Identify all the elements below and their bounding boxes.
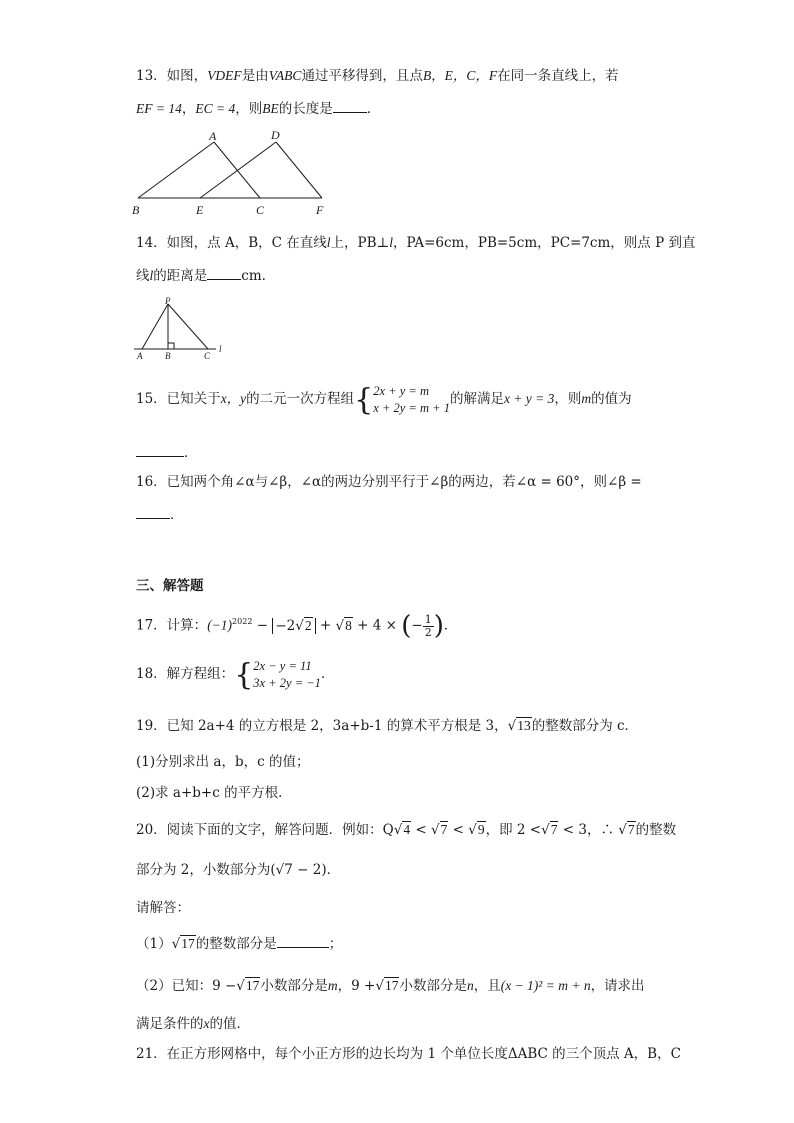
triangle-def: VDEF xyxy=(207,68,242,83)
label-a: A xyxy=(209,129,217,143)
segment-ab xyxy=(138,142,214,198)
q14-line2: 线l的距离是 cm. xyxy=(136,265,266,286)
equation-system: { 2x + y = m x + 2y = m + 1 xyxy=(354,382,450,417)
answer-blank xyxy=(207,265,241,280)
segment-ed xyxy=(200,142,276,198)
answer-blank xyxy=(136,504,170,519)
q16-line2: ． xyxy=(136,504,184,525)
segment-df xyxy=(276,142,322,198)
q20-line1: 20．阅读下面的文字，解答问题．例如：Q√4 < √7 < √9，即 2 <√7 < 3，∴ √7的整数 xyxy=(136,822,677,838)
absolute-value: −2√2 xyxy=(272,618,315,634)
label-e: E xyxy=(196,203,204,217)
q19-part2: (2)求 a+b+c 的平方根． xyxy=(136,785,292,801)
q19-line: 19．已知 2a+4 的立方根是 2，3a+b-1 的算术平方根是 3，√13的整数部分为 c． xyxy=(136,718,639,734)
label-a: A xyxy=(137,351,143,361)
segment-pa xyxy=(142,304,168,349)
q21-line: 21．在正方形网格中，每个小正方形的边长均为 1 个单位长度ΔABC 的三个顶点 A，B，C xyxy=(136,1046,681,1062)
q20-part2-line2: 满足条件的x的值． xyxy=(136,1016,250,1032)
section-heading: 三、解答题 xyxy=(136,578,204,594)
q20-ask: 请解答： xyxy=(136,900,190,916)
label-d: D xyxy=(271,128,280,142)
segment-ac xyxy=(214,142,260,198)
label-b: B xyxy=(132,203,140,217)
answer-blank xyxy=(277,933,329,948)
label-p: P xyxy=(165,296,171,306)
q14-perpendicular-figure xyxy=(130,296,230,362)
q20-part2-line1: （2）已知：9 −√17小数部分是m，9 +√17小数部分是n，且(x − 1)² = m + n，请求出 xyxy=(136,978,645,994)
label-f: F xyxy=(316,203,324,217)
q20-line2: 部分为 2，小数部分为(√7 − 2)． xyxy=(136,862,341,878)
q20-part1: （1）√17的整数部分是 ； xyxy=(136,933,342,954)
q18-line: 18．解方程组：{ 2x − y = 11 3x + 2y = −1 ． xyxy=(136,654,334,695)
q13-line1: 13．如图，VDEF是由VABC通过平移得到，且点B，E，C，F在同一条直线上，若 xyxy=(136,68,619,84)
answer-blank xyxy=(136,442,184,457)
triangle-abc: VABC xyxy=(268,68,302,83)
answer-blank xyxy=(333,98,367,113)
q15-line2: ． xyxy=(136,442,198,463)
q19-part1: (1)分别求出 a，b，c 的值； xyxy=(136,754,310,770)
q15-line1: 15．已知关于x，y的二元一次方程组{ 2x + y = m x + 2y = m + 1 的解满足x + y = 3，则m的值为 xyxy=(136,379,632,420)
right-angle-mark xyxy=(168,343,174,349)
label-c: C xyxy=(204,351,211,361)
equation-system: { 2x − y = 11 3x + 2y = −1 xyxy=(234,657,321,692)
q13-triangle-figure xyxy=(128,126,338,220)
label-b: B xyxy=(165,351,171,361)
q14-line1: 14．如图，点 A，B，C 在直线l上，PB⊥l，PA=6cm，PB=5cm，PC=7cm，则点 P 到直 xyxy=(136,235,696,251)
q16-line1: 16．已知两个角∠α与∠β，∠α的两边分别平行于∠β的两边，若∠α = 60°，则∠β = xyxy=(136,474,642,490)
q17-line: 17．计算：$(-1)^{2022} - -2√2 + √8 + 4$ × (− $\frac{1}{2}$)． xyxy=(136,611,458,641)
fraction-one-half: $\frac{1}{2}$ xyxy=(424,612,432,639)
label-l: l xyxy=(219,344,222,354)
q13-line2: EF = 14，EC = 4，则BE的长度是 ． xyxy=(136,98,380,119)
label-c: C xyxy=(256,203,265,217)
segment-pc xyxy=(168,304,208,349)
